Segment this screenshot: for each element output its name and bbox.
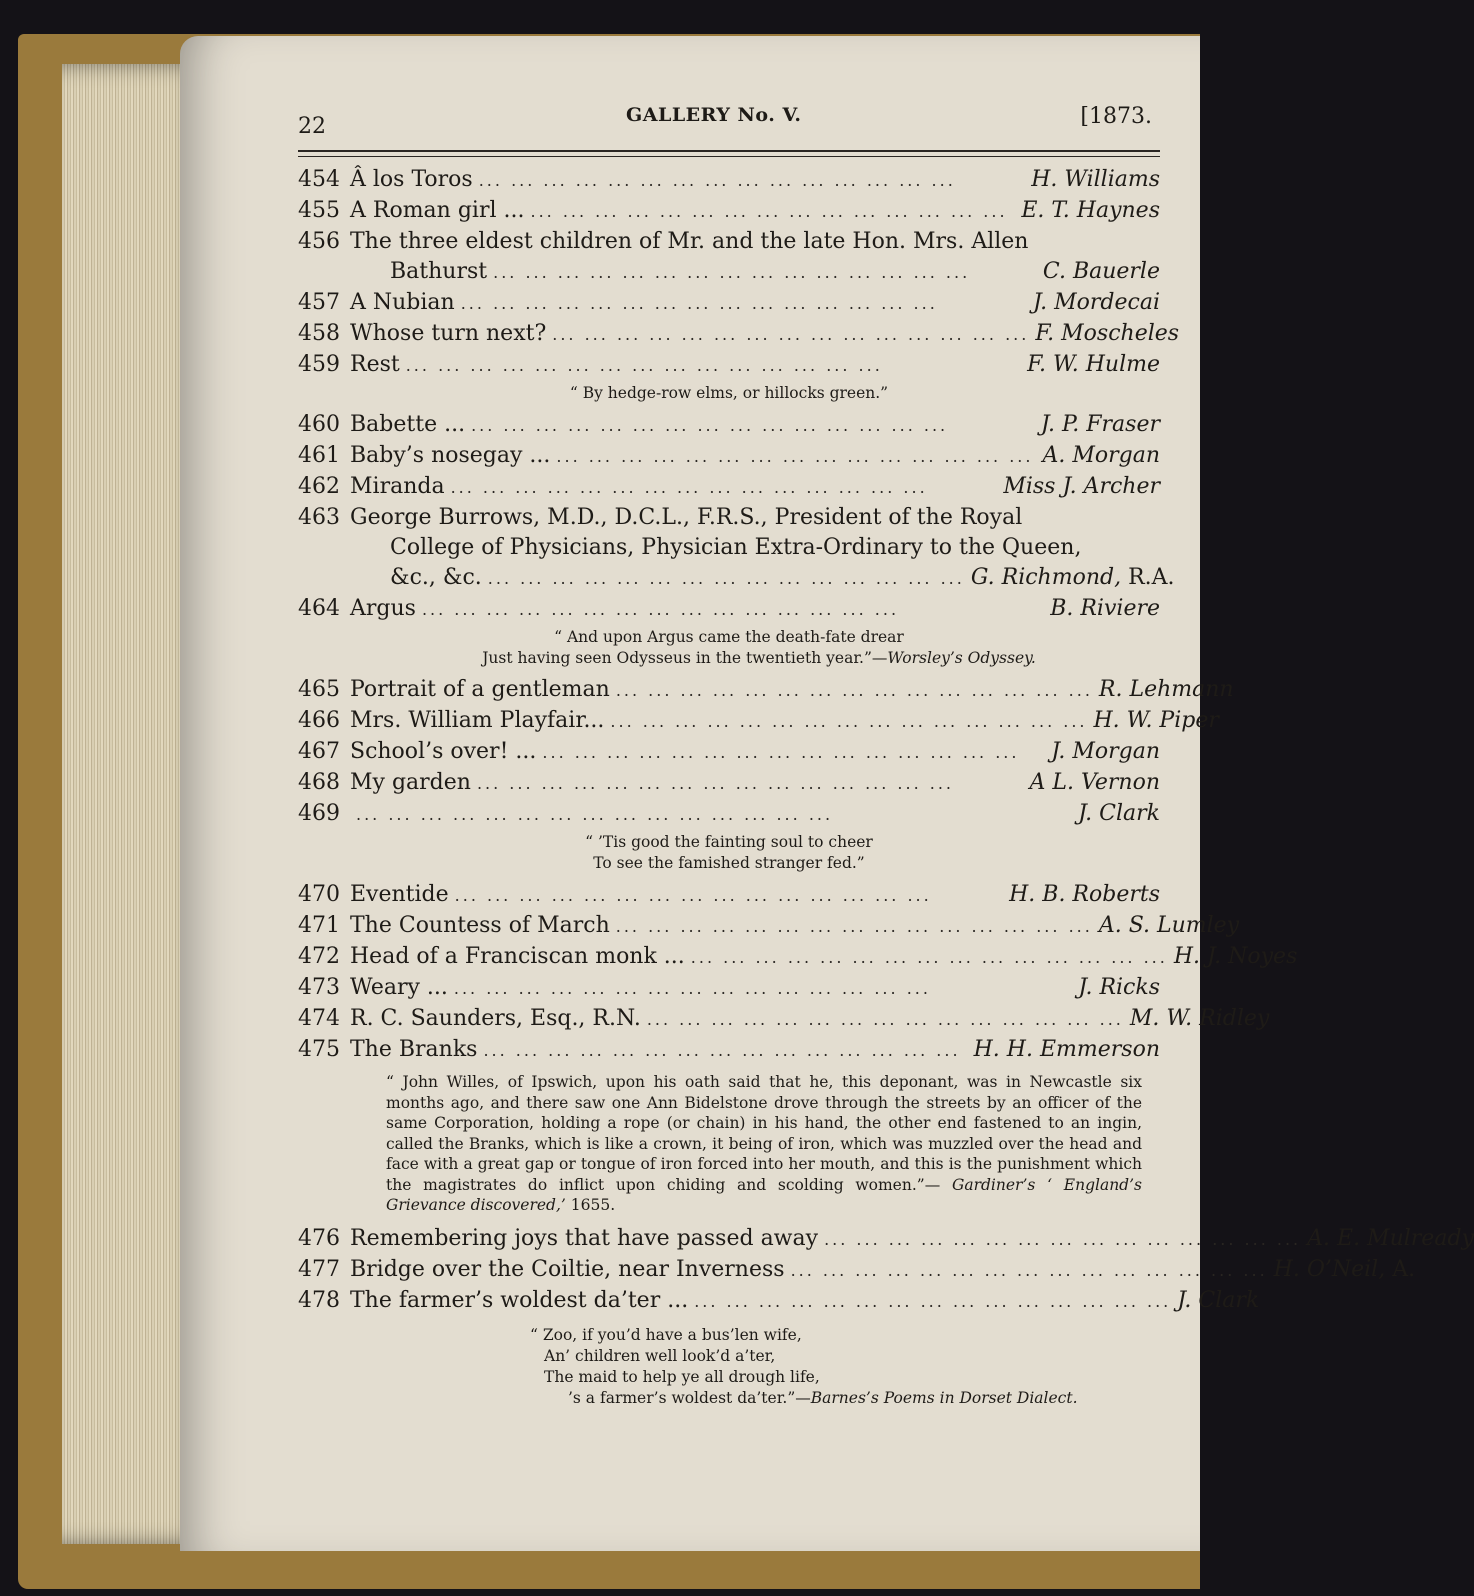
header-rule-thin — [298, 156, 1160, 157]
entry-number: 475 — [298, 1037, 340, 1062]
catalogue-entry-460 — [298, 410, 1160, 441]
dot-leader: ... ... ... ... ... ... ... ... ... ... ... ... ... ... ... — [405, 356, 883, 375]
entry-title: Bathurst — [390, 259, 488, 284]
entry-artist — [1094, 706, 1219, 736]
poem-line: “ Zoo, if you’d have a bus’len wife, — [530, 1325, 802, 1344]
entry-title: The farmer’s woldest da’ter ... — [350, 1287, 689, 1313]
entry-artist — [1035, 319, 1179, 349]
entry-number: 458 — [298, 321, 340, 346]
page-number: 22 — [298, 114, 326, 139]
entry-title: Babette ... — [350, 412, 466, 437]
entry-title: George Burrows, M.D., D.C.L., F.R.S., President of the Royal — [350, 505, 1023, 530]
entry-title: A Nubian — [350, 290, 455, 315]
dot-leader: ... ... ... ... ... ... ... ... ... ... ... ... ... ... ... — [552, 325, 1030, 344]
entry-title: Â los Toros — [350, 167, 473, 192]
dot-leader: ... ... ... ... ... ... ... ... ... ... ... ... ... ... ... — [824, 1229, 1302, 1249]
quote-source: Barnes’s Poems in Dorset Dialect. — [810, 1388, 1078, 1407]
artist-name: F. W. Hulme — [1027, 352, 1160, 377]
entry-artist — [1021, 196, 1160, 226]
artist-name: J. Mordecai — [1033, 290, 1160, 315]
poem-line: An’ children well look’d a’ter, — [544, 1346, 776, 1365]
entry-number: 469 — [298, 801, 340, 826]
dot-leader: ... ... ... ... ... ... ... ... ... ... ... ... ... ... ... — [790, 1260, 1268, 1280]
catalogue-entry-477 — [298, 1255, 1416, 1286]
entry-title: Baby’s nosegay ... — [350, 443, 551, 468]
entry-number: 465 — [298, 677, 340, 702]
quote-478 — [298, 1325, 1160, 1409]
quote-line: To see the famished stranger fed.” — [593, 854, 865, 872]
entry-title: Mrs. William Playfair... — [350, 708, 605, 733]
entry-title: R. C. Saunders, Esq., R.N. — [350, 1006, 641, 1031]
entry-number: 476 — [298, 1225, 340, 1251]
entry-number: 466 — [298, 708, 340, 733]
catalogue-entry-461 — [298, 441, 1160, 472]
artist-name: J. Clark — [1177, 1287, 1260, 1313]
quote-469 — [298, 832, 1160, 874]
entry-number: 474 — [298, 1006, 340, 1031]
quote-line: Just having seen Odysseus in the twentieth year.”— — [482, 649, 888, 667]
catalogue-entry-457 — [298, 288, 1160, 319]
entry-number: 467 — [298, 739, 340, 764]
artist-name: J. Ricks — [1078, 975, 1160, 1000]
catalogue-entry-465 — [298, 675, 1234, 706]
catalogue-entry-459 — [298, 350, 1160, 381]
entry-title: My garden — [350, 770, 471, 795]
entry-artist — [1174, 942, 1298, 972]
entry-artist — [1003, 472, 1160, 502]
dot-leader: ... ... ... ... ... ... ... ... ... ... ... ... ... ... ... — [615, 681, 1093, 700]
entry-number: 471 — [298, 913, 340, 938]
dot-leader: ... ... ... ... ... ... ... ... ... ... ... ... ... ... ... — [493, 263, 971, 282]
artist-name: H. O’Neil, — [1273, 1256, 1386, 1282]
catalogue-entry-469 — [298, 799, 1160, 830]
entry-number: 461 — [298, 443, 340, 468]
entry-title: Weary ... — [350, 975, 448, 1000]
entry-number: 460 — [298, 412, 340, 437]
entry-title: Argus — [350, 596, 416, 621]
poem-line: ’s a farmer’s woldest da’ter.”— — [568, 1388, 811, 1407]
artist-name: A. S. Lumley — [1098, 913, 1240, 938]
entry-number: 464 — [298, 596, 340, 621]
entry-artist — [1030, 768, 1160, 798]
quote-475 — [386, 1072, 1142, 1216]
entry-number: 462 — [298, 474, 340, 499]
dot-leader: ... ... ... ... ... ... ... ... ... ... ... ... ... ... ... — [615, 917, 1093, 936]
entry-title: &c., &c. — [390, 565, 482, 590]
artist-name: J. Clark — [1078, 801, 1160, 826]
catalogue-entry-463-line2: College of Physicians, Physician Extra-Ordinary to the Queen, — [390, 535, 1082, 560]
catalogue-entry-475 — [298, 1035, 1160, 1066]
dot-leader: ... ... ... ... ... ... ... ... ... ... ... ... ... ... ... — [471, 416, 949, 435]
catalogue-entry-463 — [298, 503, 1160, 533]
catalogue-entry-458 — [298, 319, 1180, 350]
year: [1873. — [1080, 104, 1152, 129]
artist-name: Miss J. Archer — [1003, 474, 1160, 499]
dot-leader: ... ... ... ... ... ... ... ... ... ... ... ... ... ... ... — [690, 948, 1168, 967]
quote-source: Worsley’s Odyssey. — [887, 649, 1036, 667]
dot-leader: ... ... ... ... ... ... ... ... ... ... ... ... ... ... ... — [483, 1041, 961, 1060]
catalogue-entry-474 — [298, 1004, 1270, 1035]
artist-suffix: A. — [1385, 1256, 1416, 1282]
dot-leader: ... ... ... ... ... ... ... ... ... ... ... ... ... ... ... — [421, 600, 900, 619]
entry-number: 477 — [298, 1256, 340, 1282]
entry-artist — [1027, 350, 1160, 380]
artist-name: A. Morgan — [1042, 443, 1160, 468]
artist-name: H. B. Roberts — [1009, 882, 1160, 907]
entry-number: 456 — [298, 229, 340, 254]
entry-title: The Countess of March — [350, 913, 610, 938]
entry-artist — [1031, 165, 1160, 195]
dot-leader: ... ... ... ... ... ... ... ... ... ... ... ... ... ... ... — [453, 979, 931, 998]
entry-artist — [1099, 675, 1234, 705]
artist-name: H. W. Piper — [1093, 708, 1219, 733]
quote-text: “ John Willes, of Ipswich, upon his oath said that he, this deponant, was in Newcastle six months ago, and there saw one Ann Bidelstone drove through the streets by an officer of the same Corporation, holding a rope (or chain) in his hand, the other end fastened to an ingin, called the Branks, which is like a crown, it being of iron, which was muzzled over the head and face with a great gap or tongue of iron forced into her mouth, and this is the punishment which the magistrates do inflict upon chiding and scolding women.”— — [386, 1073, 1142, 1194]
entry-title: Bridge over the Coiltie, near Inverness — [350, 1256, 785, 1282]
dot-leader: ... ... ... ... ... ... ... ... ... ... ... ... ... ... ... — [450, 478, 928, 497]
entry-title: A Roman girl ... — [350, 198, 525, 223]
artist-name: M. W. Ridley — [1129, 1006, 1270, 1031]
catalogue-entry-464 — [298, 594, 1160, 625]
artist-suffix: R.A. — [1121, 565, 1175, 590]
dot-leader: ... ... ... ... ... ... ... ... ... ... ... ... ... ... ... — [478, 171, 956, 190]
quote-459: “ By hedge-row elms, or hillocks green.” — [569, 384, 889, 402]
entry-number: 455 — [298, 198, 340, 223]
artist-name: A L. Vernon — [1029, 770, 1160, 795]
quote-year: 1655. — [565, 1196, 616, 1214]
entry-artist — [1033, 288, 1160, 318]
entry-title: Head of a Franciscan monk ... — [350, 944, 685, 969]
dot-leader: ... ... ... ... ... ... ... ... ... ... ... ... ... ... ... — [356, 805, 834, 824]
dot-leader: ... ... ... ... ... ... ... ... ... ... ... ... ... ... ... — [460, 294, 938, 313]
artist-name: R. Lehmann — [1098, 677, 1234, 702]
entry-number: 457 — [298, 290, 340, 315]
entry-artist — [974, 1035, 1160, 1065]
artist-name: H. Williams — [1031, 167, 1160, 192]
quote-line: “ And upon Argus came the death-fate drear — [554, 628, 904, 646]
entry-title: Rest — [350, 352, 400, 377]
dot-leader: ... ... ... ... ... ... ... ... ... ... ... ... ... ... ... — [556, 447, 1034, 466]
gallery-title: GALLERY No. V. — [626, 104, 802, 126]
dot-leader: ... ... ... ... ... ... ... ... ... ... ... ... ... ... ... — [476, 774, 955, 793]
entry-number: 468 — [298, 770, 340, 795]
entry-artist: C. Bauerle — [1042, 259, 1160, 284]
catalogue-entry-462 — [298, 472, 1160, 503]
artist-name: J. Morgan — [1051, 739, 1160, 764]
entry-number: 470 — [298, 882, 340, 907]
entry-title: School’s over! ... — [350, 739, 537, 764]
entry-artist: B. Riviere — [1050, 596, 1160, 621]
dot-leader: ... ... ... ... ... ... ... ... ... ... ... ... ... ... ... — [694, 1291, 1172, 1311]
entry-artist — [1130, 1004, 1269, 1034]
entry-title: Remembering joys that have passed away — [350, 1225, 819, 1251]
catalogue-entry-463-cont — [298, 563, 1175, 594]
entry-artist — [1307, 1224, 1474, 1254]
catalogue-entry-466 — [298, 706, 1219, 737]
entry-number: 463 — [298, 505, 340, 530]
entry-artist — [1099, 911, 1239, 941]
artist-name: H. H. Emmerson — [973, 1037, 1160, 1062]
entry-number: 478 — [298, 1287, 340, 1313]
entry-number: 473 — [298, 975, 340, 1000]
artist-name: E. T. Haynes — [1021, 198, 1160, 223]
entry-artist — [1078, 799, 1160, 829]
artist-name: G. Richmond, — [970, 565, 1122, 590]
entry-artist — [1009, 880, 1160, 910]
entry-artist — [1078, 973, 1160, 1003]
quote-464 — [298, 627, 1160, 669]
entry-title: Portrait of a gentleman — [350, 677, 610, 702]
catalogue-entry-467 — [298, 737, 1160, 768]
entry-title: Eventide — [350, 882, 449, 907]
catalogue-entry-470 — [298, 880, 1160, 911]
entry-artist — [1177, 1286, 1259, 1316]
entry-artist — [971, 563, 1175, 593]
poem-line: The maid to help ye all drough life, — [544, 1367, 820, 1386]
header-rule — [298, 150, 1160, 152]
artist-name: J. P. Fraser — [1040, 412, 1160, 437]
catalogue-entry-473 — [298, 973, 1160, 1004]
quote-line: “ ’Tis good the fainting soul to cheer — [585, 833, 873, 851]
page-content — [298, 96, 1474, 1409]
entry-artist — [1042, 441, 1160, 471]
artist-name: A. E. Mulready — [1307, 1225, 1474, 1251]
dot-leader: ... ... ... ... ... ... ... ... ... ... ... ... ... ... ... — [646, 1010, 1124, 1029]
catalogue-entry-455 — [298, 196, 1160, 227]
entry-title: Whose turn next? — [350, 321, 547, 346]
entry-title: The Branks — [350, 1037, 478, 1062]
catalogue-entry-454 — [298, 165, 1160, 196]
catalogue-entry-476 — [298, 1224, 1474, 1255]
dot-leader: ... ... ... ... ... ... ... ... ... ... ... ... ... ... ... — [454, 886, 932, 905]
dot-leader: ... ... ... ... ... ... ... ... ... ... ... ... ... ... ... — [530, 202, 1008, 221]
entry-artist — [1041, 410, 1160, 440]
dot-leader: ... ... ... ... ... ... ... ... ... ... ... ... ... ... ... — [487, 569, 965, 588]
catalogue-entry-468 — [298, 768, 1160, 799]
entry-artist — [1051, 737, 1160, 767]
catalogue-entry-471 — [298, 911, 1240, 942]
entry-title: Miranda — [350, 474, 445, 499]
artist-name: F. Moscheles — [1035, 321, 1180, 346]
entry-title: The three eldest children of Mr. and the late Hon. Mrs. Allen — [350, 229, 1029, 254]
catalogue-entry-456 — [298, 227, 1160, 257]
catalogue-entry-456-cont — [298, 257, 1160, 288]
dot-leader: ... ... ... ... ... ... ... ... ... ... ... ... ... ... ... — [542, 743, 1020, 762]
catalogue-entry-472 — [298, 942, 1298, 973]
running-header — [298, 96, 1160, 140]
entry-number: 459 — [298, 352, 340, 377]
quote-source: Gardiner’s ‘ England’s Grievance discovered,’ — [386, 1175, 1142, 1214]
entry-number: 454 — [298, 167, 340, 192]
entry-artist — [1274, 1255, 1415, 1285]
entry-number: 472 — [298, 944, 340, 969]
dot-leader: ... ... ... ... ... ... ... ... ... ... ... ... ... ... ... — [610, 712, 1088, 731]
artist-name: H. J. Noyes — [1173, 944, 1298, 969]
catalogue-entry-478 — [298, 1286, 1260, 1317]
